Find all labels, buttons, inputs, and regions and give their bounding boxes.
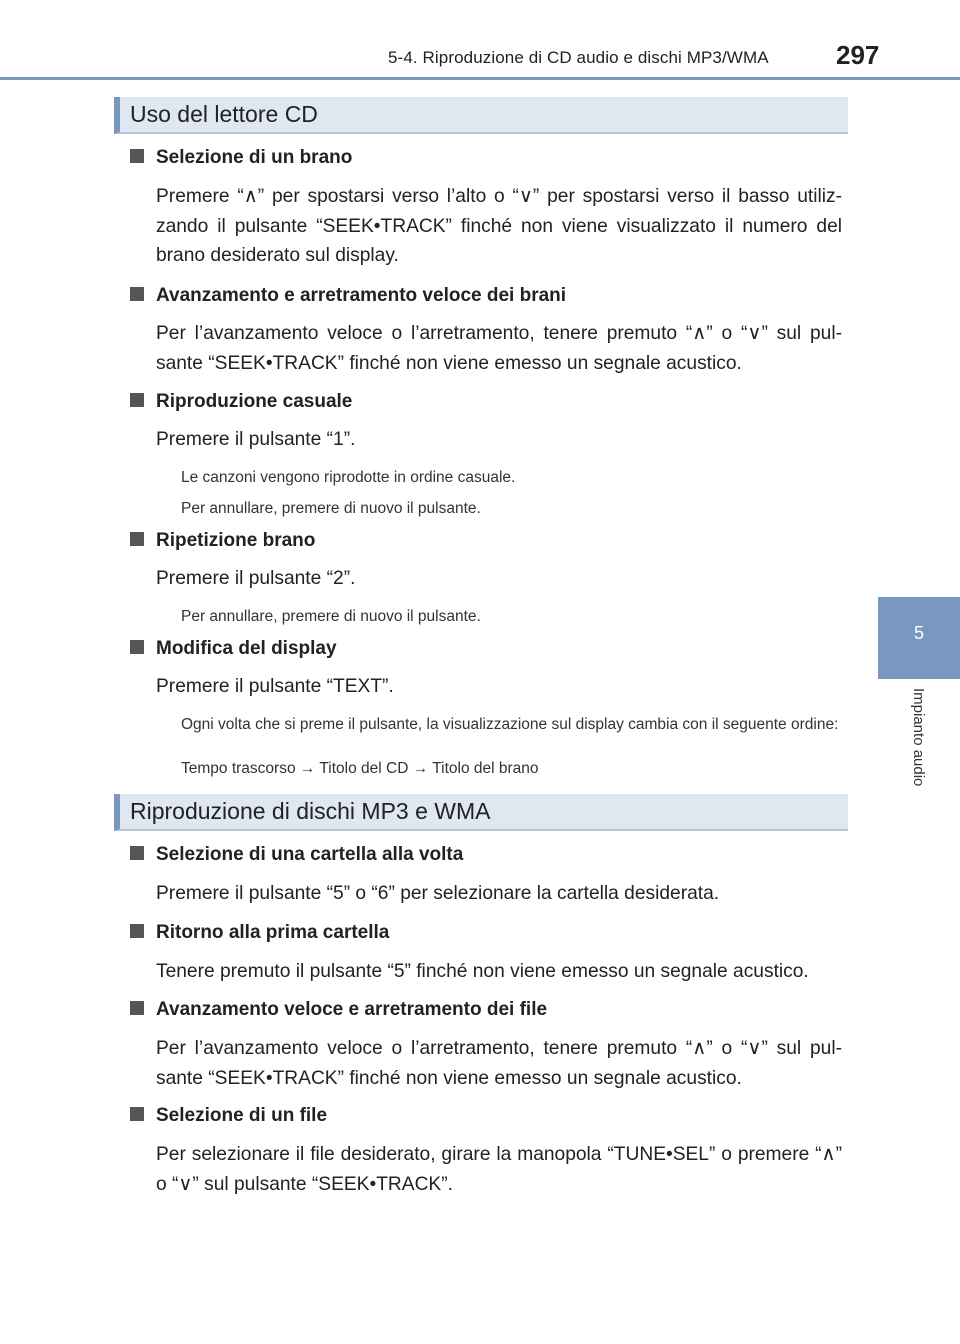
chapter-tab-number: 5 bbox=[913, 623, 924, 643]
item-title-text: Modifica del display bbox=[156, 638, 337, 659]
item-body: Premere il pulsante “TEXT”. bbox=[156, 676, 394, 697]
item-title-random bbox=[130, 391, 352, 413]
bullet-square-icon bbox=[130, 640, 144, 654]
item-note: Tempo trascorso → Titolo del CD → Titolo del brano bbox=[181, 760, 539, 777]
item-title-file-fast-forward bbox=[130, 999, 547, 1021]
item-title-display bbox=[130, 638, 337, 660]
chapter-title: 5-4. Riproduzione di CD audio e dischi MP3/WMA bbox=[388, 48, 769, 67]
header-rule bbox=[0, 77, 960, 80]
item-body: Premere “∧” per spostarsi verso l’alto o “∨” per spostarsi verso il basso utiliz-zando il pulsante “SEEK•TRACK” finché non viene visualizzato il numero del brano desiderato sul display. bbox=[156, 186, 842, 266]
bullet-square-icon bbox=[130, 532, 144, 546]
item-title-file-select bbox=[130, 1105, 327, 1127]
item-title-text: Avanzamento e arretramento veloce dei brani bbox=[156, 285, 567, 306]
item-title-text: Ritorno alla prima cartella bbox=[156, 922, 390, 943]
item-body: Per selezionare il file desiderato, girare la manopola “TUNE•SEL” o premere “∧” o “∨” sul pulsante “SEEK•TRACK”. bbox=[156, 1144, 842, 1195]
bullet-square-icon bbox=[130, 924, 144, 938]
item-body: Premere il pulsante “1”. bbox=[156, 429, 356, 450]
page-number: 297 bbox=[836, 40, 880, 70]
chapter-tab-label: Impianto audio bbox=[910, 688, 927, 787]
item-title-first-folder bbox=[130, 922, 389, 944]
item-title-text: Selezione di una cartella alla volta bbox=[156, 844, 464, 865]
item-title-track-select bbox=[130, 147, 352, 169]
item-title-folder-select bbox=[130, 844, 463, 866]
item-title-text: Riproduzione casuale bbox=[156, 391, 353, 412]
item-body: Per l’avanzamento veloce o l’arretramento, tenere premuto “∧” o “∨” sul pul-sante “SEEK•TRACK” finché non viene emesso un segnale acustico. bbox=[156, 323, 842, 374]
section-header-cd-player bbox=[114, 97, 848, 134]
item-note: Per annullare, premere di nuovo il pulsante. bbox=[181, 608, 481, 625]
bullet-square-icon bbox=[130, 1107, 144, 1121]
section-title: Riproduzione di dischi MP3 e WMA bbox=[130, 798, 491, 824]
bullet-square-icon bbox=[130, 1001, 144, 1015]
item-note: Ogni volta che si preme il pulsante, la visualizzazione sul display cambia con il seguente ordine: bbox=[181, 716, 839, 733]
item-body: Tenere premuto il pulsante “5” finché non viene emesso un segnale acustico. bbox=[156, 961, 809, 982]
bullet-square-icon bbox=[130, 149, 144, 163]
item-body: Premere il pulsante “2”. bbox=[156, 568, 356, 589]
item-title-text: Ripetizione brano bbox=[156, 530, 316, 551]
section-title: Uso del lettore CD bbox=[130, 101, 318, 127]
item-title-text: Selezione di un file bbox=[156, 1105, 328, 1126]
bullet-square-icon bbox=[130, 287, 144, 301]
item-title-repeat bbox=[130, 530, 315, 552]
item-title-text: Avanzamento veloce e arretramento dei file bbox=[156, 999, 548, 1020]
bullet-square-icon bbox=[130, 393, 144, 407]
item-title-text: Selezione di un brano bbox=[156, 147, 353, 168]
item-title-fast-forward bbox=[130, 285, 566, 307]
section-header-mp3-wma bbox=[114, 794, 848, 831]
item-note: Per annullare, premere di nuovo il pulsante. bbox=[181, 500, 481, 517]
item-body: Per l’avanzamento veloce o l’arretramento, tenere premuto “∧” o “∨” sul pul-sante “SEEK•TRACK” finché non viene emesso un segnale acustico. bbox=[156, 1038, 842, 1089]
item-note: Le canzoni vengono riprodotte in ordine casuale. bbox=[181, 469, 516, 486]
chapter-tab bbox=[878, 597, 960, 679]
bullet-square-icon bbox=[130, 846, 144, 860]
item-body: Premere il pulsante “5” o “6” per selezionare la cartella desiderata. bbox=[156, 883, 720, 904]
